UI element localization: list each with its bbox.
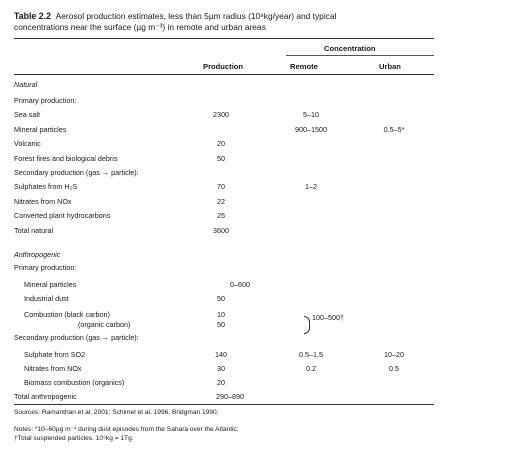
anthro-combustion-remote-row xyxy=(0,311,527,324)
row-label: Total natural xyxy=(14,225,54,235)
header-urban: Urban xyxy=(379,62,401,71)
production-value: 25 xyxy=(217,211,225,221)
row-label: Sulphate from SO2 xyxy=(24,350,86,359)
production-value: 30 xyxy=(217,364,225,373)
production-value: 20 xyxy=(217,139,225,149)
table-row xyxy=(0,166,527,179)
production-value: 50 xyxy=(217,153,225,163)
table-row xyxy=(0,123,527,136)
production-value: 50 xyxy=(217,294,225,303)
anthro-primary-label: Primary production: xyxy=(14,263,77,272)
anthro-heading-row xyxy=(0,248,527,261)
production-value: 50 xyxy=(217,320,225,329)
row-label: Sulphates from H₂S xyxy=(14,182,78,192)
header-concentration: Concentration xyxy=(324,44,376,53)
production-value: 3600 xyxy=(213,225,229,235)
row-label: Nitrates from NOx xyxy=(14,196,72,206)
table-sources: Sources: Ramanthan et al. 2001; Schimel et al. 1996, Bridgman 1990. xyxy=(14,409,219,416)
row-label: Total anthropogenic xyxy=(14,392,77,401)
remote-value: 900–1500 xyxy=(295,124,327,134)
row-label: (organic carbon) xyxy=(78,320,131,329)
table-note-1: Notes: *10–60µg m⁻³ during dust episodes from the Sahara over the Atlantic. xyxy=(14,426,239,433)
anthro-mineral-row xyxy=(0,278,527,291)
anthro-heading: Anthropogenic xyxy=(14,250,61,259)
table-row xyxy=(0,224,527,237)
header-rule xyxy=(14,74,434,75)
production-value: 10 xyxy=(217,310,225,319)
remote-value: 1–2 xyxy=(305,182,317,192)
row-label: Mineral particles xyxy=(24,280,77,289)
table-note-2: †Total suspended particles. 10⁹kg = 1Tg. xyxy=(14,435,134,442)
table-label: Table 2.2 xyxy=(14,11,51,21)
row-label: Forest fires and biological debris xyxy=(14,153,118,163)
natural-heading: Natural xyxy=(14,80,38,89)
table-row xyxy=(0,180,527,193)
production-value: 70 xyxy=(217,182,225,192)
production-value: 290–890 xyxy=(216,392,244,401)
natural-heading-row xyxy=(0,78,527,91)
table-row xyxy=(0,108,527,121)
remote-value: 100–500† xyxy=(312,313,344,322)
production-value: 20 xyxy=(217,378,225,387)
production-value: 0–600 xyxy=(230,280,250,289)
table-caption xyxy=(14,11,504,32)
top-rule xyxy=(14,38,434,39)
bottom-rule xyxy=(14,404,434,405)
urban-value: 0.5 xyxy=(389,364,399,373)
production-value: 140 xyxy=(215,350,227,359)
header-production: Production xyxy=(203,62,244,71)
caption-line-1: Aerosol production estimates, less than 5µm radius (10⁹kg/year) and typical xyxy=(55,11,337,21)
remote-value: 0.2 xyxy=(306,364,316,373)
table-row xyxy=(0,94,527,107)
row-label: Secondary production (gas → particle): xyxy=(14,168,139,177)
row-label: Sea salt xyxy=(14,110,40,120)
concentration-rule xyxy=(286,55,434,56)
caption-line-2: concentrations near the surface (µg m⁻³) in remote and urban areas xyxy=(14,21,266,32)
remote-value: 5–10 xyxy=(303,110,319,120)
table-row xyxy=(0,152,527,165)
urban-value: 0.5–5* xyxy=(383,124,405,134)
anthro-nitrates-row xyxy=(0,362,527,375)
anthro-total-row xyxy=(0,390,527,403)
row-label: Nitrates from NOx xyxy=(24,364,82,373)
row-label: Converted plant hydrocarbons xyxy=(14,211,111,221)
row-label: Biomass combustion (organics) xyxy=(24,378,125,387)
row-label: Primary production: xyxy=(14,96,77,105)
anthro-sulphate-row xyxy=(0,348,527,361)
row-label: Industrial dust xyxy=(24,294,69,303)
anthro-primary-row xyxy=(0,261,527,274)
row-label: Mineral particles xyxy=(14,124,67,134)
table-row xyxy=(0,195,527,208)
table-row xyxy=(0,209,527,222)
production-value: 2300 xyxy=(213,110,229,120)
anthro-biomass-row xyxy=(0,376,527,389)
remote-value: 0.5–1.5 xyxy=(299,350,323,359)
row-label: Volcanic xyxy=(14,139,41,149)
anthro-industrial-row xyxy=(0,292,527,305)
table-row xyxy=(0,137,527,150)
anthro-secondary-row xyxy=(0,331,527,344)
row-label: Secondary production (gas → particle): xyxy=(14,333,139,342)
row-label: Combustion (black carbon) xyxy=(24,310,110,319)
urban-value: 10–20 xyxy=(384,350,404,359)
production-value: 22 xyxy=(217,196,225,206)
header-remote: Remote xyxy=(290,62,318,71)
